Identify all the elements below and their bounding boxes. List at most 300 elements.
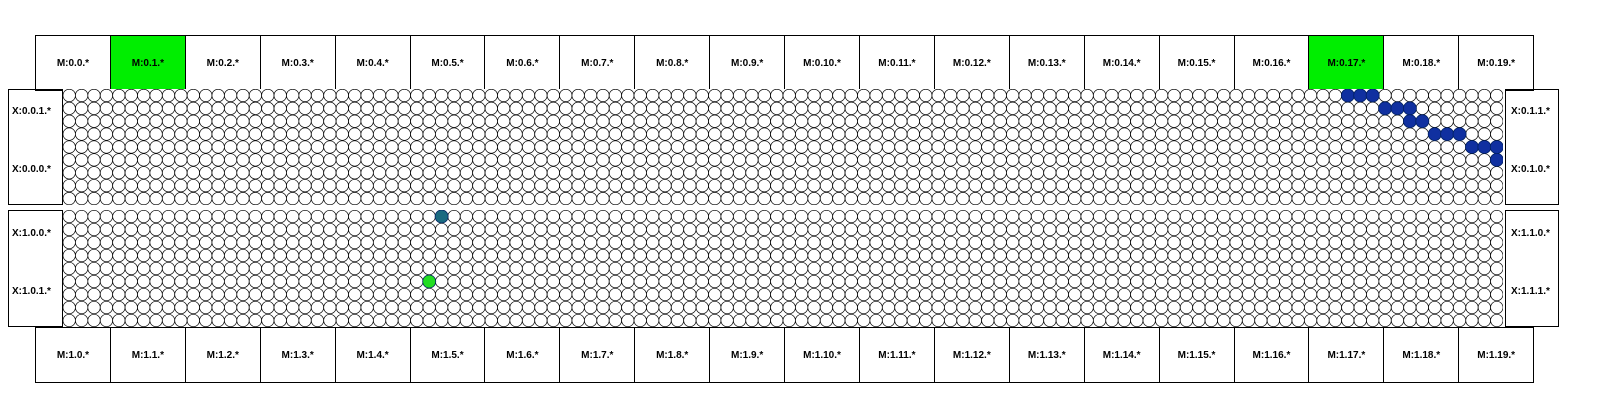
node <box>1453 141 1465 153</box>
node <box>1242 128 1254 140</box>
node <box>522 301 534 313</box>
node <box>1491 288 1503 300</box>
node <box>224 249 236 261</box>
node <box>870 154 882 166</box>
node <box>1304 314 1316 326</box>
node <box>783 102 795 114</box>
node <box>634 167 646 179</box>
node <box>212 275 224 287</box>
node <box>659 154 671 166</box>
node <box>1118 210 1130 222</box>
node <box>994 192 1006 204</box>
node <box>286 179 298 191</box>
node <box>1193 236 1205 248</box>
node <box>1280 192 1292 204</box>
node <box>622 249 634 261</box>
node <box>1354 192 1366 204</box>
node <box>733 249 745 261</box>
node <box>1193 89 1205 101</box>
node <box>1093 141 1105 153</box>
node <box>1143 128 1155 140</box>
bottom-module-6[interactable]: M:1.6.* <box>484 327 560 383</box>
node <box>411 154 423 166</box>
node <box>1069 141 1081 153</box>
node <box>88 141 100 153</box>
node <box>1342 167 1354 179</box>
node <box>398 223 410 235</box>
bottom-module-2[interactable]: M:1.2.* <box>185 327 261 383</box>
node <box>597 275 609 287</box>
bottom-module-4[interactable]: M:1.4.* <box>335 327 411 383</box>
node <box>88 249 100 261</box>
top-module-8[interactable]: M:0.8.* <box>634 35 710 91</box>
node <box>1292 236 1304 248</box>
node <box>1478 223 1490 235</box>
node <box>1118 154 1130 166</box>
node <box>560 262 572 274</box>
node <box>349 115 361 127</box>
node <box>1131 301 1143 313</box>
node <box>1155 89 1167 101</box>
node <box>1416 167 1428 179</box>
node <box>1453 223 1465 235</box>
node <box>572 192 584 204</box>
node <box>1118 167 1130 179</box>
node <box>435 128 447 140</box>
node <box>907 210 919 222</box>
node <box>671 167 683 179</box>
node <box>870 236 882 248</box>
node <box>75 210 87 222</box>
node <box>448 262 460 274</box>
node <box>1292 288 1304 300</box>
node <box>969 288 981 300</box>
node <box>1478 249 1490 261</box>
bottom-module-5[interactable]: M:1.5.* <box>410 327 486 383</box>
node <box>1205 275 1217 287</box>
node <box>920 223 932 235</box>
node <box>386 154 398 166</box>
node <box>758 115 770 127</box>
node <box>1466 179 1478 191</box>
node <box>659 179 671 191</box>
node <box>1404 128 1416 140</box>
bottom-module-7[interactable]: M:1.7.* <box>559 327 635 383</box>
node <box>113 89 125 101</box>
node <box>870 301 882 313</box>
top-module-10[interactable]: M:0.10.* <box>784 35 860 91</box>
node <box>349 89 361 101</box>
bottom-module-9[interactable]: M:1.9.* <box>709 327 785 383</box>
node <box>88 223 100 235</box>
node <box>75 167 87 179</box>
node <box>920 210 932 222</box>
top-module-3[interactable]: M:0.3.* <box>260 35 336 91</box>
node <box>609 89 621 101</box>
node <box>1453 154 1465 166</box>
node <box>572 236 584 248</box>
node <box>1329 301 1341 313</box>
node <box>795 115 807 127</box>
node <box>423 288 435 300</box>
node <box>1267 288 1279 300</box>
node <box>411 288 423 300</box>
bottom-module-14[interactable]: M:1.14.* <box>1084 327 1160 383</box>
node <box>1255 128 1267 140</box>
node <box>684 223 696 235</box>
active-node <box>1465 140 1478 153</box>
node <box>200 89 212 101</box>
top-module-16[interactable]: M:0.16.* <box>1234 35 1310 91</box>
node <box>1491 236 1503 248</box>
node <box>1466 192 1478 204</box>
node <box>125 141 137 153</box>
node <box>771 223 783 235</box>
node <box>957 236 969 248</box>
bottom-module-8[interactable]: M:1.8.* <box>634 327 710 383</box>
bottom-module-11[interactable]: M:1.11.* <box>859 327 935 383</box>
node <box>994 210 1006 222</box>
node <box>1366 314 1378 326</box>
node <box>833 167 845 179</box>
node <box>324 102 336 114</box>
node <box>584 223 596 235</box>
node <box>982 288 994 300</box>
node <box>262 288 274 300</box>
node <box>274 223 286 235</box>
node <box>1354 275 1366 287</box>
node <box>1106 210 1118 222</box>
top-module-0[interactable]: M:0.0.* <box>35 35 111 91</box>
bottom-module-12[interactable]: M:1.12.* <box>934 327 1010 383</box>
node <box>845 179 857 191</box>
node <box>1416 275 1428 287</box>
node <box>175 167 187 179</box>
node <box>1429 288 1441 300</box>
bottom-module-19[interactable]: M:1.19.* <box>1458 327 1534 383</box>
node <box>646 301 658 313</box>
node <box>1379 128 1391 140</box>
node <box>262 115 274 127</box>
bottom-module-13[interactable]: M:1.13.* <box>1009 327 1085 383</box>
node <box>1131 288 1143 300</box>
node <box>398 115 410 127</box>
node <box>497 223 509 235</box>
node <box>783 179 795 191</box>
node <box>1466 154 1478 166</box>
node <box>1416 192 1428 204</box>
node <box>1280 154 1292 166</box>
node <box>920 179 932 191</box>
node <box>187 154 199 166</box>
node <box>224 192 236 204</box>
node <box>1168 89 1180 101</box>
top-module-4[interactable]: M:0.4.* <box>335 35 411 91</box>
node <box>733 192 745 204</box>
node <box>746 102 758 114</box>
bottom-module-1[interactable]: M:1.1.* <box>110 327 186 383</box>
top-module-2[interactable]: M:0.2.* <box>185 35 261 91</box>
idle-nodes <box>63 89 1503 205</box>
node <box>1006 192 1018 204</box>
node <box>510 314 522 326</box>
node <box>1044 154 1056 166</box>
node <box>137 275 149 287</box>
node <box>1317 275 1329 287</box>
node <box>460 128 472 140</box>
active-node <box>1403 102 1416 115</box>
node <box>1242 102 1254 114</box>
node <box>1379 167 1391 179</box>
node <box>1031 102 1043 114</box>
node <box>510 236 522 248</box>
node <box>448 179 460 191</box>
node <box>224 102 236 114</box>
node <box>1106 128 1118 140</box>
node <box>510 288 522 300</box>
node <box>1081 89 1093 101</box>
node <box>1006 154 1018 166</box>
node <box>1069 262 1081 274</box>
node <box>1304 141 1316 153</box>
node <box>572 115 584 127</box>
node <box>1453 288 1465 300</box>
node <box>1354 223 1366 235</box>
node <box>162 179 174 191</box>
node <box>957 262 969 274</box>
node <box>1342 102 1354 114</box>
node <box>1031 223 1043 235</box>
node <box>249 141 261 153</box>
node <box>1131 249 1143 261</box>
node <box>200 102 212 114</box>
node <box>473 301 485 313</box>
top-module-19[interactable]: M:0.19.* <box>1458 35 1534 91</box>
node <box>125 275 137 287</box>
node <box>522 115 534 127</box>
node <box>758 210 770 222</box>
node <box>684 275 696 287</box>
node <box>336 249 348 261</box>
node <box>423 314 435 326</box>
node <box>1044 141 1056 153</box>
top-module-12[interactable]: M:0.12.* <box>934 35 1010 91</box>
top-module-5[interactable]: M:0.5.* <box>410 35 486 91</box>
top-module-9[interactable]: M:0.9.* <box>709 35 785 91</box>
top-module-13[interactable]: M:0.13.* <box>1009 35 1085 91</box>
node <box>125 89 137 101</box>
node <box>398 249 410 261</box>
node <box>386 167 398 179</box>
top-module-11[interactable]: M:0.11.* <box>859 35 935 91</box>
node <box>584 154 596 166</box>
node <box>560 89 572 101</box>
top-module-1[interactable]: M:0.1.* <box>110 35 186 91</box>
node <box>187 128 199 140</box>
top-module-6[interactable]: M:0.6.* <box>484 35 560 91</box>
bottom-module-3[interactable]: M:1.3.* <box>260 327 336 383</box>
node <box>795 167 807 179</box>
top-module-14[interactable]: M:0.14.* <box>1084 35 1160 91</box>
node <box>411 128 423 140</box>
node <box>560 275 572 287</box>
node <box>286 301 298 313</box>
node <box>746 167 758 179</box>
node <box>522 154 534 166</box>
node <box>1143 275 1155 287</box>
node <box>808 288 820 300</box>
active-node <box>1391 102 1404 115</box>
node <box>398 154 410 166</box>
node <box>907 167 919 179</box>
node <box>1180 314 1192 326</box>
node <box>460 115 472 127</box>
node <box>1416 102 1428 114</box>
node <box>262 301 274 313</box>
bottom-module-17[interactable]: M:1.17.* <box>1308 327 1384 383</box>
node <box>560 179 572 191</box>
node <box>485 115 497 127</box>
node <box>733 102 745 114</box>
node <box>659 192 671 204</box>
bottom-module-10[interactable]: M:1.10.* <box>784 327 860 383</box>
node <box>932 154 944 166</box>
node <box>634 89 646 101</box>
node <box>150 141 162 153</box>
node <box>237 89 249 101</box>
node <box>150 314 162 326</box>
node <box>733 210 745 222</box>
node <box>336 179 348 191</box>
node <box>584 301 596 313</box>
node <box>696 210 708 222</box>
node <box>1168 262 1180 274</box>
node <box>957 102 969 114</box>
node <box>982 223 994 235</box>
node <box>547 128 559 140</box>
top-module-15[interactable]: M:0.15.* <box>1159 35 1235 91</box>
node <box>311 262 323 274</box>
node <box>187 210 199 222</box>
node <box>1441 141 1453 153</box>
node <box>1143 288 1155 300</box>
node <box>137 262 149 274</box>
node <box>175 141 187 153</box>
node <box>411 210 423 222</box>
node <box>572 288 584 300</box>
node <box>299 192 311 204</box>
node <box>1006 288 1018 300</box>
node <box>1404 314 1416 326</box>
node <box>547 179 559 191</box>
node <box>1416 223 1428 235</box>
node <box>659 141 671 153</box>
node <box>957 314 969 326</box>
node <box>560 115 572 127</box>
node <box>1205 210 1217 222</box>
node <box>411 89 423 101</box>
node <box>423 128 435 140</box>
node <box>262 275 274 287</box>
node <box>373 102 385 114</box>
node <box>808 223 820 235</box>
node <box>646 288 658 300</box>
node <box>460 236 472 248</box>
node <box>833 262 845 274</box>
node <box>63 179 75 191</box>
node <box>162 236 174 248</box>
node <box>1044 89 1056 101</box>
node <box>286 223 298 235</box>
node <box>560 249 572 261</box>
node <box>324 115 336 127</box>
node <box>1478 179 1490 191</box>
node <box>1354 262 1366 274</box>
node <box>125 128 137 140</box>
node <box>1379 275 1391 287</box>
node <box>311 223 323 235</box>
active-node <box>1354 89 1367 102</box>
node <box>1404 223 1416 235</box>
node <box>1478 288 1490 300</box>
node <box>373 236 385 248</box>
node <box>870 89 882 101</box>
node <box>411 275 423 287</box>
node <box>398 128 410 140</box>
bottom-module-15[interactable]: M:1.15.* <box>1159 327 1235 383</box>
node <box>584 141 596 153</box>
node <box>522 249 534 261</box>
node <box>969 262 981 274</box>
node <box>510 301 522 313</box>
node <box>535 301 547 313</box>
node <box>659 102 671 114</box>
node <box>671 288 683 300</box>
node <box>1093 154 1105 166</box>
node <box>1056 314 1068 326</box>
node <box>758 262 770 274</box>
node <box>125 249 137 261</box>
top-module-18[interactable]: M:0.18.* <box>1383 35 1459 91</box>
node <box>857 154 869 166</box>
node <box>634 288 646 300</box>
node <box>88 262 100 274</box>
bottom-module-18[interactable]: M:1.18.* <box>1383 327 1459 383</box>
node <box>274 275 286 287</box>
node <box>771 249 783 261</box>
node <box>795 89 807 101</box>
node <box>497 141 509 153</box>
node <box>907 141 919 153</box>
node <box>1093 262 1105 274</box>
node <box>733 128 745 140</box>
node <box>1118 275 1130 287</box>
node <box>423 249 435 261</box>
node <box>200 236 212 248</box>
node <box>1354 210 1366 222</box>
node <box>299 167 311 179</box>
node <box>1342 154 1354 166</box>
node <box>907 102 919 114</box>
node <box>1044 275 1056 287</box>
node <box>671 89 683 101</box>
bottom-module-16[interactable]: M:1.16.* <box>1234 327 1310 383</box>
top-module-17[interactable]: M:0.17.* <box>1308 35 1384 91</box>
top-module-7[interactable]: M:0.7.* <box>559 35 635 91</box>
bottom-module-0[interactable]: M:1.0.* <box>35 327 111 383</box>
node <box>485 128 497 140</box>
node <box>833 179 845 191</box>
